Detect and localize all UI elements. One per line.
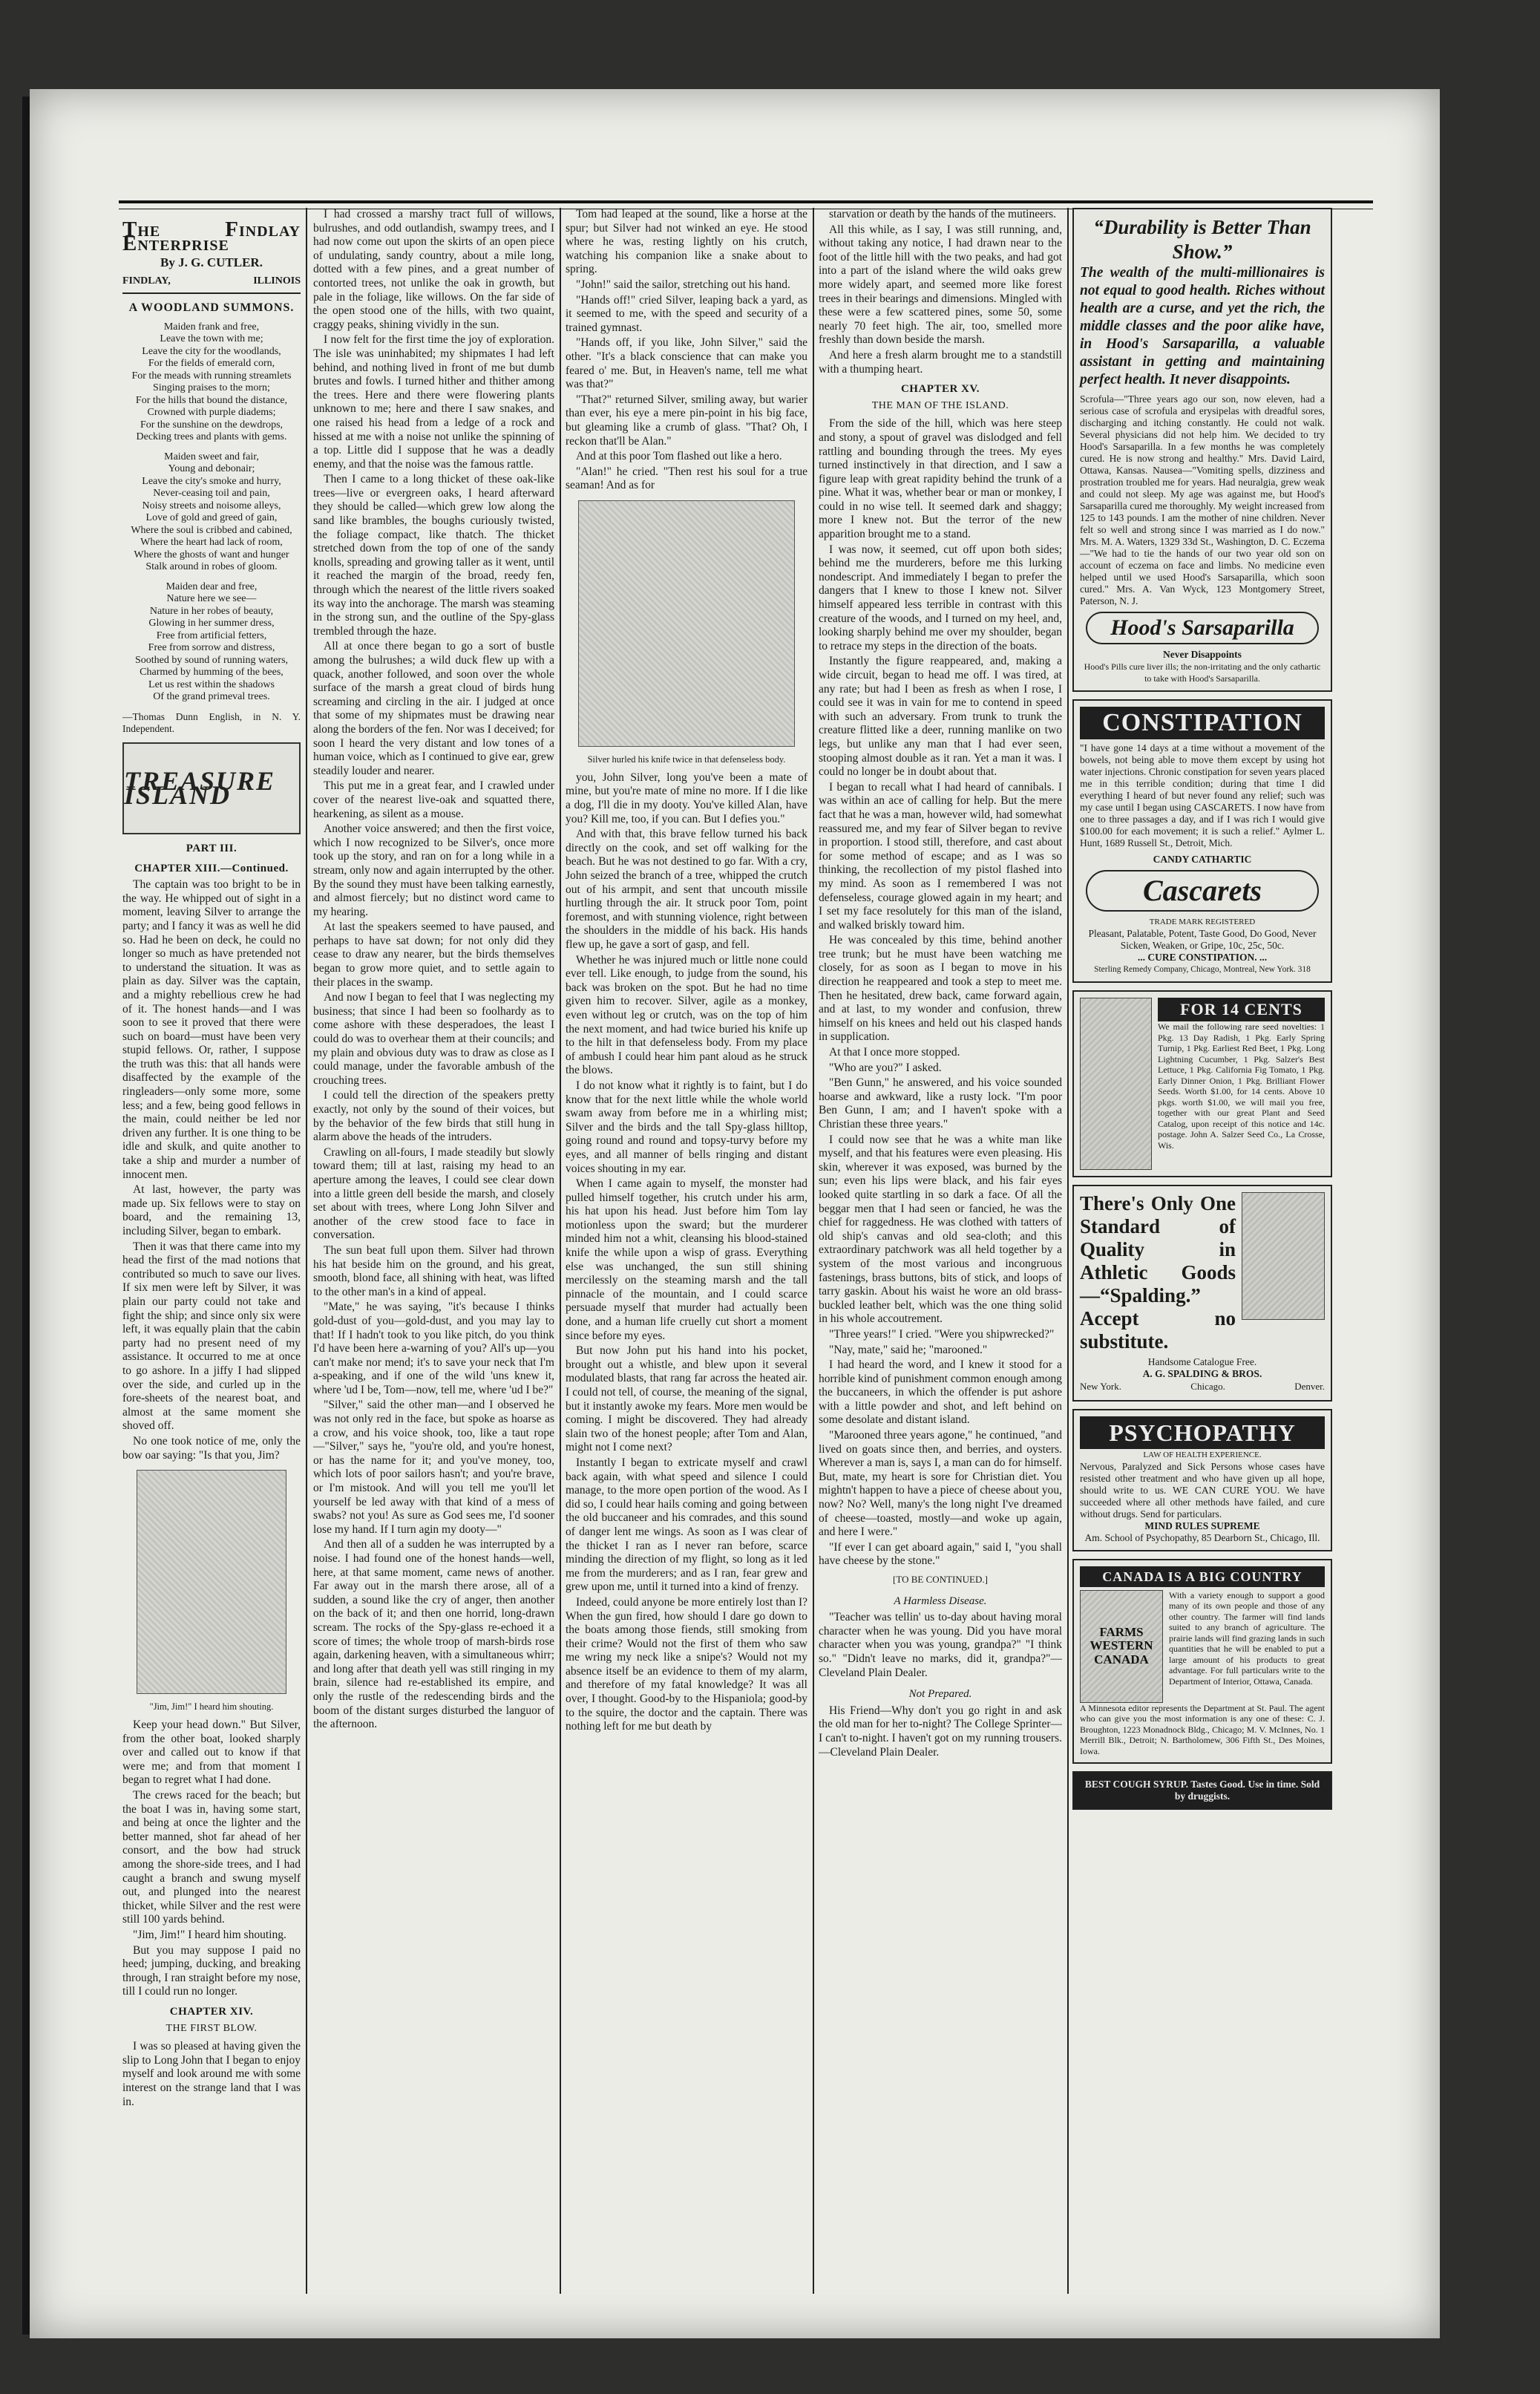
story-paragraph: I was so pleased at having given the slip to Long John that I began to enjoy myself and look around me with some interest on the strange land that I was in. xyxy=(122,2040,301,2108)
story-paragraph: He was concealed by this time, behind another tree trunk; but he must have been watching me closely, for as soon as I began to move in his direction he reappeared and took a step to meet me. Then he hesitated, drew back, came forward again, and at last, to my wonder and confusion, threw himself on his knees and held out his clasped hands in supplication. xyxy=(819,934,1062,1044)
story-paragraph: At last the speakers seemed to have paused, and perhaps to have sat down; for not only did they cease to draw any nearer, but the birds themselves began to grow more quiet, and to settle again to their places in the swamp. xyxy=(313,920,554,989)
story-paragraph: The captain was too bright to be in the way. He whipped out of sight in a moment, leaving Silver to arrange the party; and I fancy it was as well he did so. Had he been on deck, he could no longer so much as have pretended not to understand the situation. It was as plain as day. Silver was the captain, and a mighty rebellious crew he had of it. The honest hands—and I was soon to see it proved that there were such on board—must have been very stupid fellows. Or, rather, I suppose the truth was this: that all hands were disaffected by the example of the ringleaders—only some more, some less; and a few, being good fellows in the main, could neither be led nor driven any further. It is one thing to be idle and skulk, and quite another to take a ship and murder a number of innocent men. xyxy=(122,878,301,1181)
story-paragraph: "Marooned three years agone," he continued, "and lived on goats since then, and berries, and oysters. Wherever a man is, says I, a man can do for himself. But, mate, my heart is sore for Christian diet. You mightn't happen to have a piece of cheese about you, now? No? Well, many's the long night I've dreamed of cheese—toasted, mostly—and woke up again, and here I were." xyxy=(819,1429,1062,1539)
story-paragraph: "Three years!" I cried. "Were you shipwrecked?" xyxy=(829,1327,1055,1341)
spalding-cities xyxy=(1080,1380,1325,1394)
story-paragraph: "That?" returned Silver, smiling away, but warier than ever, his eye a mere pin-point in his big face, but gleaming like a crumb of glass. "That? Oh, I reckon that'll be Alan." xyxy=(566,393,807,448)
spalding-catalogue: Handsome Catalogue Free. xyxy=(1147,1356,1257,1367)
cascarets-claims: Pleasant, Palatable, Potent, Taste Good, Do Good, Never Sicken, Weaken, or Gripe, 10c, 25c, 50c. xyxy=(1088,928,1317,951)
story-paragraph: And with that, this brave fellow turned his back directly on the cook, and set off walking for the beach. But he was not destined to go far. With a cry, John seized the branch of a tree, whipped the crutch out of his armpit, and sent that uncouth missile hurtling through the air. It struck poor Tom, point foremost, and with stunning violence, right between the shoulders in the middle of his back. His hands flew up, he gave a sort of gasp, and fell. xyxy=(566,828,807,951)
jim-running-illustration xyxy=(137,1470,286,1694)
banner-title: TREASURE ISLAND xyxy=(124,766,276,810)
chapter-15-heading: CHAPTER XV. xyxy=(900,383,980,396)
part-heading: PART III. xyxy=(186,842,237,854)
spalding-illustration xyxy=(1242,1192,1325,1320)
story-paragraph: At that I once more stopped. xyxy=(829,1046,960,1059)
story-paragraph: I could tell the direction of the speakers pretty exactly, not only by the sound of their voices, but by the behavior of the few birds that still hung in alarm above the heads of the intruders. xyxy=(313,1089,554,1144)
story-paragraph: Whether he was injured much or little none could ever tell. Like enough, to judge from the sound, his back was broken on the spot. But he had no time given him to recover. Silver, agile as a monkey, even without leg or crutch, was on the top of him the next moment, and had twice buried his knife up to the hilt in that defenseless body. From my place of ambush I could hear him pant aloud as he struck the blows. xyxy=(566,953,807,1077)
filler-1-title: A Harmless Disease. xyxy=(894,1595,987,1607)
story-paragraph: "If ever I can get aboard again," said I, "you shall have cheese by the stone." xyxy=(819,1540,1062,1568)
cascarets-ad xyxy=(1072,699,1332,983)
poem-stanza-1: Maiden frank and free, Leave the town with me; Leave the city for the woodlands, For the fields of emerald corn, For the meads with running streamlets Singing praises to the morn; For the hills that bound the distance, Crowned with purple diadems; For the sunshine on the dewdrops, Decking trees and plants with gems. xyxy=(131,321,292,443)
filler-2-text: His Friend—Why don't you go right in and ask the old man for her to-night? The College Sprinter—I can't to-night. I haven't got on my running trousers.—Cleveland Plain Dealer. xyxy=(819,1704,1062,1759)
story-paragraph: Then it was that there came into my head the first of the mad notions that contributed so much to save our lives. If six men were left by Silver, it was plain our party could not take and fight the ship; and since only six were left, it was equally plain that the cabin party had no present need of my assistance. It occurred to me at once to go ashore. In a jiffy I had slipped over the side, and curled up in the fore-sheets of the nearest boat, and almost at the same moment she shoved off. xyxy=(122,1240,301,1433)
column-rule-4 xyxy=(1067,208,1069,2294)
story-paragraph: Instantly the figure reappeared, and, making a wide circuit, began to head me off. I was tired, at any rate; but had I been as fresh as when I rose, I could see it was in vain for me to contend in speed with such an adversary. From trunk to trunk the creature flitted like a deer, running manlike on two legs, but unlike any man that I had ever seen, stooping almost double as it ran. Yet a man it was. I could no longer be in doubt about that. xyxy=(819,655,1062,779)
chapter-13-heading: CHAPTER XIII.—Continued. xyxy=(134,862,289,874)
column-1 xyxy=(122,208,301,2294)
poem-credit: —Thomas Dunn English, in N. Y. Independent. xyxy=(122,710,301,734)
spalding-headline: There's Only One Standard of Quality in Athletic Goods—“Spalding.” Accept no substitute. xyxy=(1080,1192,1236,1353)
cascarets-trademark: TRADE MARK REGISTERED xyxy=(1149,918,1256,926)
story-paragraph: No one took notice of me, only the bow oar saying: "Is that you, Jim? xyxy=(122,1434,301,1462)
story-paragraph: I began to recall what I had heard of cannibals. I was within an ace of calling for help. But the mere fact that he was a man, however wild, had somewhat reassured me, and my fear of Silver began to revive in proportion. I stood still, therefore, and cast about for some method of escape; and as I was so thinking, the recollection of my pistol flashed into my mind. As soon as I remembered I was not defenseless, courage glowed again in my heart; and I set my face resolutely for this man of the island, and walked briskly toward him. xyxy=(819,780,1062,932)
treasure-island-banner xyxy=(122,742,301,834)
story-paragraph: "Mate," he was saying, "it's because I thinks gold-dust of you—gold-dust, and you may lay to that! If I hadn't took to you like pitch, do you think I'd have been here a-warning of you? All's up—you can't make nor mend; it's to save your neck that I'm a-speaking, and if one of the wild 'uns knew it, where 'ud I be, Tom—now, tell me, where 'ud I be?" xyxy=(313,1301,554,1396)
filler-1-text: "Teacher was tellin' us to-day about having moral character when he was young. Did you have moral character when you was young, grandpa?" "I think so." "Didn't leave no marks, did it, grandpa?"—Cleveland Plain Dealer. xyxy=(819,1611,1062,1679)
illustration-caption: "Jim, Jim!" I heard him shouting. xyxy=(149,1701,274,1713)
filler-2-title: Not Prepared. xyxy=(908,1688,972,1701)
story-paragraph: From the side of the hill, which was here steep and stony, a spout of gravel was dislodged and fell rattling and bounding through the trees. My eyes turned instinctively in that direction, and I saw a figure leap with great rapidity behind the trunk of a pine. What it was, whether bear or man or monkey, I could in no wise tell. It seemed dark and shaggy; more I knew not. But the terror of the new apparition brought me to a stand. xyxy=(819,417,1062,541)
story-paragraph: At last, however, the party was made up. Six fellows were to stay on board, and the remaining 13, including Silver, began to embark. xyxy=(122,1183,301,1237)
story-paragraph: And at this poor Tom flashed out like a hero. xyxy=(576,450,782,463)
masthead-title: The Findlay Enterprise xyxy=(122,218,301,255)
page-binding-edge xyxy=(22,97,30,2335)
to-be-continued: [TO BE CONTINUED.] xyxy=(893,1574,988,1585)
newspaper-page xyxy=(30,89,1440,2338)
story-paragraph: "Ben Gunn," he answered, and his voice sounded hoarse and awkward, like a rusty lock. "I'm poor Ben Gunn, I am; and I haven't spoke with a Christian these three years." xyxy=(819,1076,1062,1131)
psychopathy-rules: MIND RULES SUPREME xyxy=(1144,1520,1260,1531)
column-rule-1 xyxy=(306,208,307,2294)
story-paragraph: But now John put his hand into his pocket, brought out a whistle, and blew upon it several modulated blasts, that rang far across the heated air. I could not tell, of course, the meaning of the signal, but it instantly awoke my fears. More men would be coming. I might be discovered. They had already slain two of the honest people; after Tom and Alan, might not I come next? xyxy=(566,1344,807,1454)
masthead-place: FINDLAY, xyxy=(122,275,171,287)
masthead-byline: By J. G. CUTLER. xyxy=(160,255,263,270)
hood-headline: “Durability is Better Than Show.” xyxy=(1093,216,1311,263)
story-paragraph: All at once there began to go a sort of bustle among the bulrushes; a wild duck flew up with a quack, another followed, and soon over the whole surface of the marsh a great cloud of birds hung screaming and circling in the air. I judged at once that some of my shipmates must be drawing near along the borders of the fen. Nor was I deceived; for soon I heard the very distant and low tones of a human voice, which as I continued to give ear, grew steadily louder and nearer. xyxy=(313,640,554,777)
cascarets-subtitle: CANDY CATHARTIC xyxy=(1153,854,1252,865)
masthead-dateline xyxy=(122,275,301,295)
story-paragraph: Instantly I began to extricate myself and crawl back again, with what speed and silence I could manage, to the more open portion of the wood. As I did so, I could hear hails coming and going between the old buccaneer and his comrades, and this sound of danger lent me wings. As soon as I was clear of the thicket I ran as I never ran before, scarce minding the direction of my flight, so long as it led me from the murderers; and as I ran, fear grew and grew upon me, until it turned into a kind of frenzy. xyxy=(566,1456,807,1594)
chapter-15-subhead: THE MAN OF THE ISLAND. xyxy=(871,399,1009,411)
constipation-testimonial: "I have gone 14 days at a time without a movement of the bowels, not being able to move them except by using hot water injections. Chronic constipation for seven years placed me in this terrible condition; during that time I did everything I heard of but never found any relief; such was my case until I began using CASCARETS. I now have from one to three passages a day, and if I was rich I would give $100.00 for each movement; it is such a relief." Aylmer L. Hunt, 1689 Russell St., Detroit, Mich. xyxy=(1080,742,1325,848)
story-paragraph: And then all of a sudden he was interrupted by a noise. I had found one of the honest hands—well, here, at that same moment, came news of another. Far away out in the marsh there arose, all of a sudden, a sound like the cry of anger, then another on the back of it; and then one horrid, long-drawn scream. The rocks of the Spy-glass re-echoed it a score of times; the whole troop of marsh-birds rose again, darkening heaven, with a simultaneous whirr; and long after that death yell was still ringing in my brain, silence had re-established its empire, and only the rustle of the redescending birds and the boom of the distant surges disturbed the languor of the afternoon. xyxy=(313,1538,554,1731)
piso-ad xyxy=(1072,1771,1332,1810)
spalding-ad xyxy=(1072,1185,1332,1402)
poem-stanza-2: Maiden sweet and fair, Young and debonair; Leave the city's smoke and hurry, Never-ceasing toil and pain, Noisy streets and noisome alleys, Love of gold and greed of gain, Where the soul is cribbed and cabined, Where the heart had lack of room, Where the ghosts of want and hunger Stalk around in robes of gloom. xyxy=(131,451,292,573)
story-paragraph: "Who are you?" I asked. xyxy=(829,1061,942,1074)
seed-offer-text: We mail the following rare seed novelties: 1 Pkg. 13 Day Radish, 1 Pkg. Early Spring Turnip, 1 Pkg. Earliest Red Beet, 1 Pkg. Long Lightning Cucumber, 1 Pkg. Salzer's Best Lettuce, 1 Pkg. California Fig Tomato, 1 Pkg. Early Dinner Onion, 1 Pkg. Brilliant Flower Seeds. Worth $1.00, for 14 cents. Above 10 pkgs. worth $1.00, we will mail you free, together with our great Plant and Seed Catalog, upon receipt of this notice and 14c. postage. John A. Salzer Seed Co., La Crosse, Wis. xyxy=(1158,1021,1325,1151)
constipation-headline: CONSTIPATION xyxy=(1080,707,1325,739)
fourteen-cents-headline: FOR 14 CENTS xyxy=(1158,998,1325,1021)
canada-agents: A Minnesota editor represents the Department at St. Paul. The agent who can give you the most information is any one of these: C. J. Broughton, 1223 Monadnock Bldg., Chicago; M. V. McInnes, No. 1 Merrill Blk., Detroit; N. Bartholomew, 306 Fifth St., Des Moines, Iowa. xyxy=(1080,1702,1325,1756)
hood-tagline: Never Disappoints xyxy=(1163,649,1242,660)
hood-pills: Hood's Pills cure liver ills; the non-irritating and the only cathartic to take with Hood's Sarsaparilla. xyxy=(1084,661,1321,684)
story-paragraph: The crews raced for the beach; but the boat I was in, having some start, and being at once the lighter and the better manned, shot far ahead of her consort, and the bow had struck among the shore-side trees, and I had caught a branch and swung myself out, and plunged into the nearest thicket, while Silver and the rest were still 100 yards behind. xyxy=(122,1789,301,1926)
cascarets-cure: ... CURE CONSTIPATION. ... xyxy=(1137,952,1268,963)
cascarets-logo: Cascarets xyxy=(1086,870,1319,912)
story-paragraph: Indeed, could anyone be more entirely lost than I? When the gun fired, how should I dare go down to the boats among those fiends, still smoking from their crime? Would not the first of them who saw me wring my neck like a snipe's? Would not my absence itself be an evidence to them of my alarm, and therefore of my fatal knowledge? It was all over, I thought. Good-by to the Hispaniola; good-by to the squire, the doctor and the captain. There was nothing left for me but death by xyxy=(566,1595,807,1733)
psychopathy-headline: PSYCHOPATHY xyxy=(1080,1416,1325,1449)
story-paragraph: Another voice answered; and then the first voice, which I now recognized to be Silver's, once more took up the story, and ran on for a long while in a stream, only now and again interrupted by the other. By the sound they must have been talking earnestly, and almost fiercely; but no distinct word came to my hearing. xyxy=(313,822,554,918)
story-paragraph: "Hands off!" cried Silver, leaping back a yard, as it seemed to me, with the speed and security of a trained gymnast. xyxy=(566,293,807,334)
canada-headline: CANADA IS A BIG COUNTRY xyxy=(1080,1566,1325,1587)
story-paragraph: "Hands off, if you like, John Silver," said the other. "It's a black conscience that can make you feared o' me. But, in Heaven's name, tell me what was that?" xyxy=(566,336,807,391)
hood-italic-copy: The wealth of the multi-millionaires is not equal to good health. Riches without health are a curse, and yet the rich, the middle classes and the poor alike have, in Hood's Sarsaparilla, a valuable assistant in getting and maintaining perfect health. It never disappoints. xyxy=(1080,265,1325,387)
poem-stanza-3: Maiden dear and free, Nature here we see— Nature in her robes of beauty, Glowing in her summer dress, Free from artificial fetters, Free from sorrow and distress, Soothed by sound of running waters, Charmed by humming of the bees, Let us rest within the shadows Of the grand primeval trees. xyxy=(134,580,289,703)
salzer-seed-ad xyxy=(1072,990,1332,1177)
story-paragraph: This put me in a great fear, and I crawled under cover of the nearest live-oak and squatted there, hearkening, as silent as a mouse. xyxy=(313,779,554,820)
story-paragraph: "Jim, Jim!" I heard him shouting. xyxy=(133,1929,286,1941)
spalding-company: A. G. SPALDING & BROS. xyxy=(1142,1368,1262,1379)
psychopathy-subhead: LAW OF HEALTH EXPERIENCE. xyxy=(1143,1450,1262,1459)
column-rule-2 xyxy=(560,208,561,2294)
hood-testimonials: Scrofula—"Three years ago our son, now eleven, had a serious case of scrofula and erysipelas with dreadful sores, discharging and itching constantly. He could not walk. Several physicians did not help him. We decided to try Hood's Sarsaparilla. In a few months he was completely cured. He is now strong and healthy." Mrs. David Laird, Ottawa, Kansas. Nausea—"Vomiting spells, dizziness and prostration troubled me for years. Had neuralgia, grew weak and could not sleep. My age was against me, but Hood's Sarsaparilla cured me thoroughly. My weight increased from 125 to 143 pounds. I am the mother of nine children. Never felt so well and strong since I was married as I do now." Mrs. M. A. Waters, 1329 33d St., Washington, D. C. Eczema—"We had to tie the hands of our two year old son on account of eczema on face and limbs. No medicine even helped until we used Hood's Sarsaparilla, which soon cured." Mrs. A. Van Wyck, 123 Montgomery Street, Paterson, N. J. xyxy=(1080,393,1325,606)
story-paragraph: "John!" said the sailor, stretching out his hand. xyxy=(576,278,790,291)
story-paragraph: Crawling on all-fours, I made steadily but slowly toward them; till at last, raising my head to an aperture among the leaves, I could see clear down into a little green dell beside the marsh, and closely set about with trees, where Long John Silver and another of the crew stood face to face in conversation. xyxy=(313,1145,554,1242)
story-paragraph: And here a fresh alarm brought me to a standstill with a thumping heart. xyxy=(819,348,1062,376)
column-3 xyxy=(566,208,807,2294)
story-paragraph: I now felt for the first time the joy of exploration. The isle was uninhabited; my shipmates I had left behind, and nothing lived in front of me but dumb brutes and fowls. I turned hither and thither among the trees. Here and there were flowering plants unknown to me; here and there I saw snakes, and one raised his head from a ledge of a rock and hissed at me with a noise not unlike the spinning of a top. Little did I suppose that he was a deadly enemy, and that the noise was the famous rattle. xyxy=(313,333,554,471)
psychopathy-ad xyxy=(1072,1409,1332,1551)
column-4 xyxy=(819,208,1062,2294)
spalding-city: New York. xyxy=(1080,1381,1121,1392)
seed-ad-illustration xyxy=(1080,998,1152,1170)
story-paragraph: Then I came to a long thicket of these oak-like trees—live or evergreen oaks, I heard afterward they should be called—which grew low along the sand like brambles, the boughs curiously twisted, the foliage compact, like thatch. The thicket stretched down from the top of one of the sandy knolls, spreading and growing taller as it went, until it reached the margin of the broad, reedy fen, through which the nearest of the little rivers soaked its way into the anchorage. The marsh was steaming in the strong sun, and the outline of the Spy-glass trembled through the haze. xyxy=(313,473,554,638)
story-paragraph: I do not know what it rightly is to faint, but I do know that for the next little while the whole world swam away from before me in a whirling mist; Silver and the birds and the tall Spy-glass hilltop, going round and round and topsy-turvy before my eyes, and all manner of bells ringing and distant voices shouting in my ear. xyxy=(566,1079,807,1175)
canada-ad xyxy=(1072,1559,1332,1765)
psychopathy-footer: Am. School of Psychopathy, 85 Dearborn St., Chicago, Ill. xyxy=(1084,1531,1320,1543)
piso-text: BEST COUGH SYRUP. Tastes Good. Use in time. Sold by druggists. xyxy=(1084,1779,1320,1802)
chapter-14-subhead: THE FIRST BLOW. xyxy=(166,2022,258,2034)
spalding-city: Chicago. xyxy=(1190,1381,1225,1392)
canada-body: With a variety enough to support a good many of its own people and those of any other country. The farmer will find lands suited to any branch of agriculture. The prairie lands will find grazing lands in such quantities that he will be enabled to put a large amount of his products to great advantage. For full particulars write to the Department of Interior, Ottawa, Canada. xyxy=(1169,1589,1325,1687)
canada-farms-box: FARMS WESTERN CANADA xyxy=(1080,1590,1163,1703)
story-paragraph: "Alan!" he cried. "Then rest his soul for a true seaman! And as for xyxy=(566,465,807,492)
story-paragraph: "Nay, mate," said he; "marooned." xyxy=(829,1343,988,1356)
cascarets-footer: Sterling Remedy Company, Chicago, Montreal, New York. 318 xyxy=(1094,965,1311,974)
story-paragraph: I could now see that he was a white man like myself, and that his features were even pleasing. His skin, wherever it was exposed, was burned by the sun; even his lips were black, and his fair eyes looked quite startling in so dark a face. Of all the beggar men that I had seen or fancied, he was the chief for raggedness. He was clothed with tatters of old ship's canvas and old sea-cloth; and this extraordinary patchwork was all held together by a system of the most various and incongruous fastenings, brass buttons, bits of stick, and loops of tarry gaskin. About his waist he wore an old brass-buckled leather belt, which was the one thing solid in his whole accoutrement. xyxy=(819,1133,1062,1326)
story-paragraph: The sun beat full upon them. Silver had thrown his hat beside him on the ground, and his great, smooth, blond face, all shining with heat, was lifted to the other man's in a kind of appeal. xyxy=(313,1243,554,1298)
chapter-14-heading: CHAPTER XIV. xyxy=(169,2005,254,2018)
hood-logo: Hood's Sarsaparilla xyxy=(1086,612,1319,644)
story-paragraph: I had crossed a marshy tract full of willows, bulrushes, and odd outlandish, swampy trees, and I had now come out upon the skirts of an open piece of undulating, sandy country, about a mile long, dotted with a few pines, and a great number of contorted trees, not unlike the oak in growth, but pale in the foliage, like willows. On the far side of the open stood one of the hills, with two quaint, craggy peaks, shining vividly in the sun. xyxy=(313,208,554,331)
masthead-state: ILLINOIS xyxy=(253,275,301,287)
story-paragraph: I had heard the word, and I knew it stood for a horrible kind of punishment common enough among the buccaneers, in which the offender is put ashore with a little powder and shot, and left behind on some desolate and distant island. xyxy=(819,1358,1062,1427)
hoods-sarsaparilla-ad xyxy=(1072,208,1332,692)
silver-illustration xyxy=(578,500,795,747)
poem-title: A WOODLAND SUMMONS. xyxy=(128,301,295,315)
story-paragraph: "Silver," said the other man—and I observed he was not only red in the face, but spoke as hoarse as a crow, and his voice shook, too, like a taut rope—"Silver," says he, "you're old, and you're honest, or has the name for it; and you've money, too, which lots of poor sailors hasn't; and you're brave, or I'm mistook. And will you tell me you'll let yourself be led away with that kind of a mess of swabs? not you! As sure as God sees me, I'd sooner lose my hand. If I turn agin my dooty—" xyxy=(313,1399,554,1536)
spalding-city: Denver. xyxy=(1294,1381,1325,1392)
story-paragraph: starvation or death by the hands of the mutineers. xyxy=(829,208,1057,220)
story-paragraph: you, John Silver, long you've been a mate of mine, but you're mate of mine no more. If I die like a dog, I'll die in my dooty. You've killed Alan, have you? Kill me, too, if you can. But I defies you." xyxy=(566,771,807,825)
psychopathy-body: Nervous, Paralyzed and Sick Persons whose cases have resisted other treatment and who have given up all hope, should write to us. WE CAN CURE YOU. We have succeeded where all other methods have failed, and cure without drugs. Send for particulars. xyxy=(1080,1460,1325,1520)
illustration-caption: Silver hurled his knife twice in that defenseless body. xyxy=(587,753,786,765)
story-paragraph: I was now, it seemed, cut off upon both sides; behind me the murderers, before me this lurking nondescript. And immediately I began to prefer the dangers that I knew to those I knew not. Silver himself appeared less terrible in contrast with this creature of the woods, and I turned on my heel, and, looking sharply behind me over my shoulder, began to retrace my steps in the direction of the boats. xyxy=(819,543,1062,653)
column-2 xyxy=(313,208,554,2294)
story-paragraph: All this while, as I say, I was still running, and, without taking any notice, I had drawn near to the foot of the little hill with the two peaks, and had got into a part of the island where the wild oaks grew more widely apart, and seemed more like forest trees in their bearings and dimensions. Mingled with these were a few scattered pines, some 50, some nearly 70 feet high. The air, too, smelled more freshly than down beside the marsh. xyxy=(819,223,1062,347)
story-paragraph: When I came again to myself, the monster had pulled himself together, his crutch under his arm, his hat upon his head. Just before him Tom lay motionless upon the sward; but the murderer minded him not a whit, cleansing his blood-stained knife the while upon a wisp of grass. Everything else was unchanged, the sun still shining mercilessly on the steaming marsh and the tall pinnacle of the mountain, and I could scarce persuade myself that murder had actually been done, and a human life cruelly cut short a moment since before my eyes. xyxy=(566,1177,807,1342)
ad-column xyxy=(1072,208,1332,2294)
column-rule-3 xyxy=(813,208,814,2294)
story-paragraph: Keep your head down." But Silver, from the other boat, looked sharply over and called out to know if that were me; and from that moment I began to regret what I had done. xyxy=(122,1718,301,1787)
story-paragraph: Tom had leaped at the sound, like a horse at the spur; but Silver had not winked an eye. He stood where he was, resting lightly on his crutch, watching his companion like a snake about to spring. xyxy=(566,208,807,276)
story-paragraph: And now I began to feel that I was neglecting my business; that since I had been so foolhardy as to come ashore with these desperadoes, the least I could do was to overhear them at their councils; and my plain and obvious duty was to draw as close as I could manage, under the favorable ambush of the crouching trees. xyxy=(313,991,554,1087)
story-paragraph: But you may suppose I paid no heed; jumping, ducking, and breaking through, I ran straight before my nose, till I could run no longer. xyxy=(122,1943,301,1998)
